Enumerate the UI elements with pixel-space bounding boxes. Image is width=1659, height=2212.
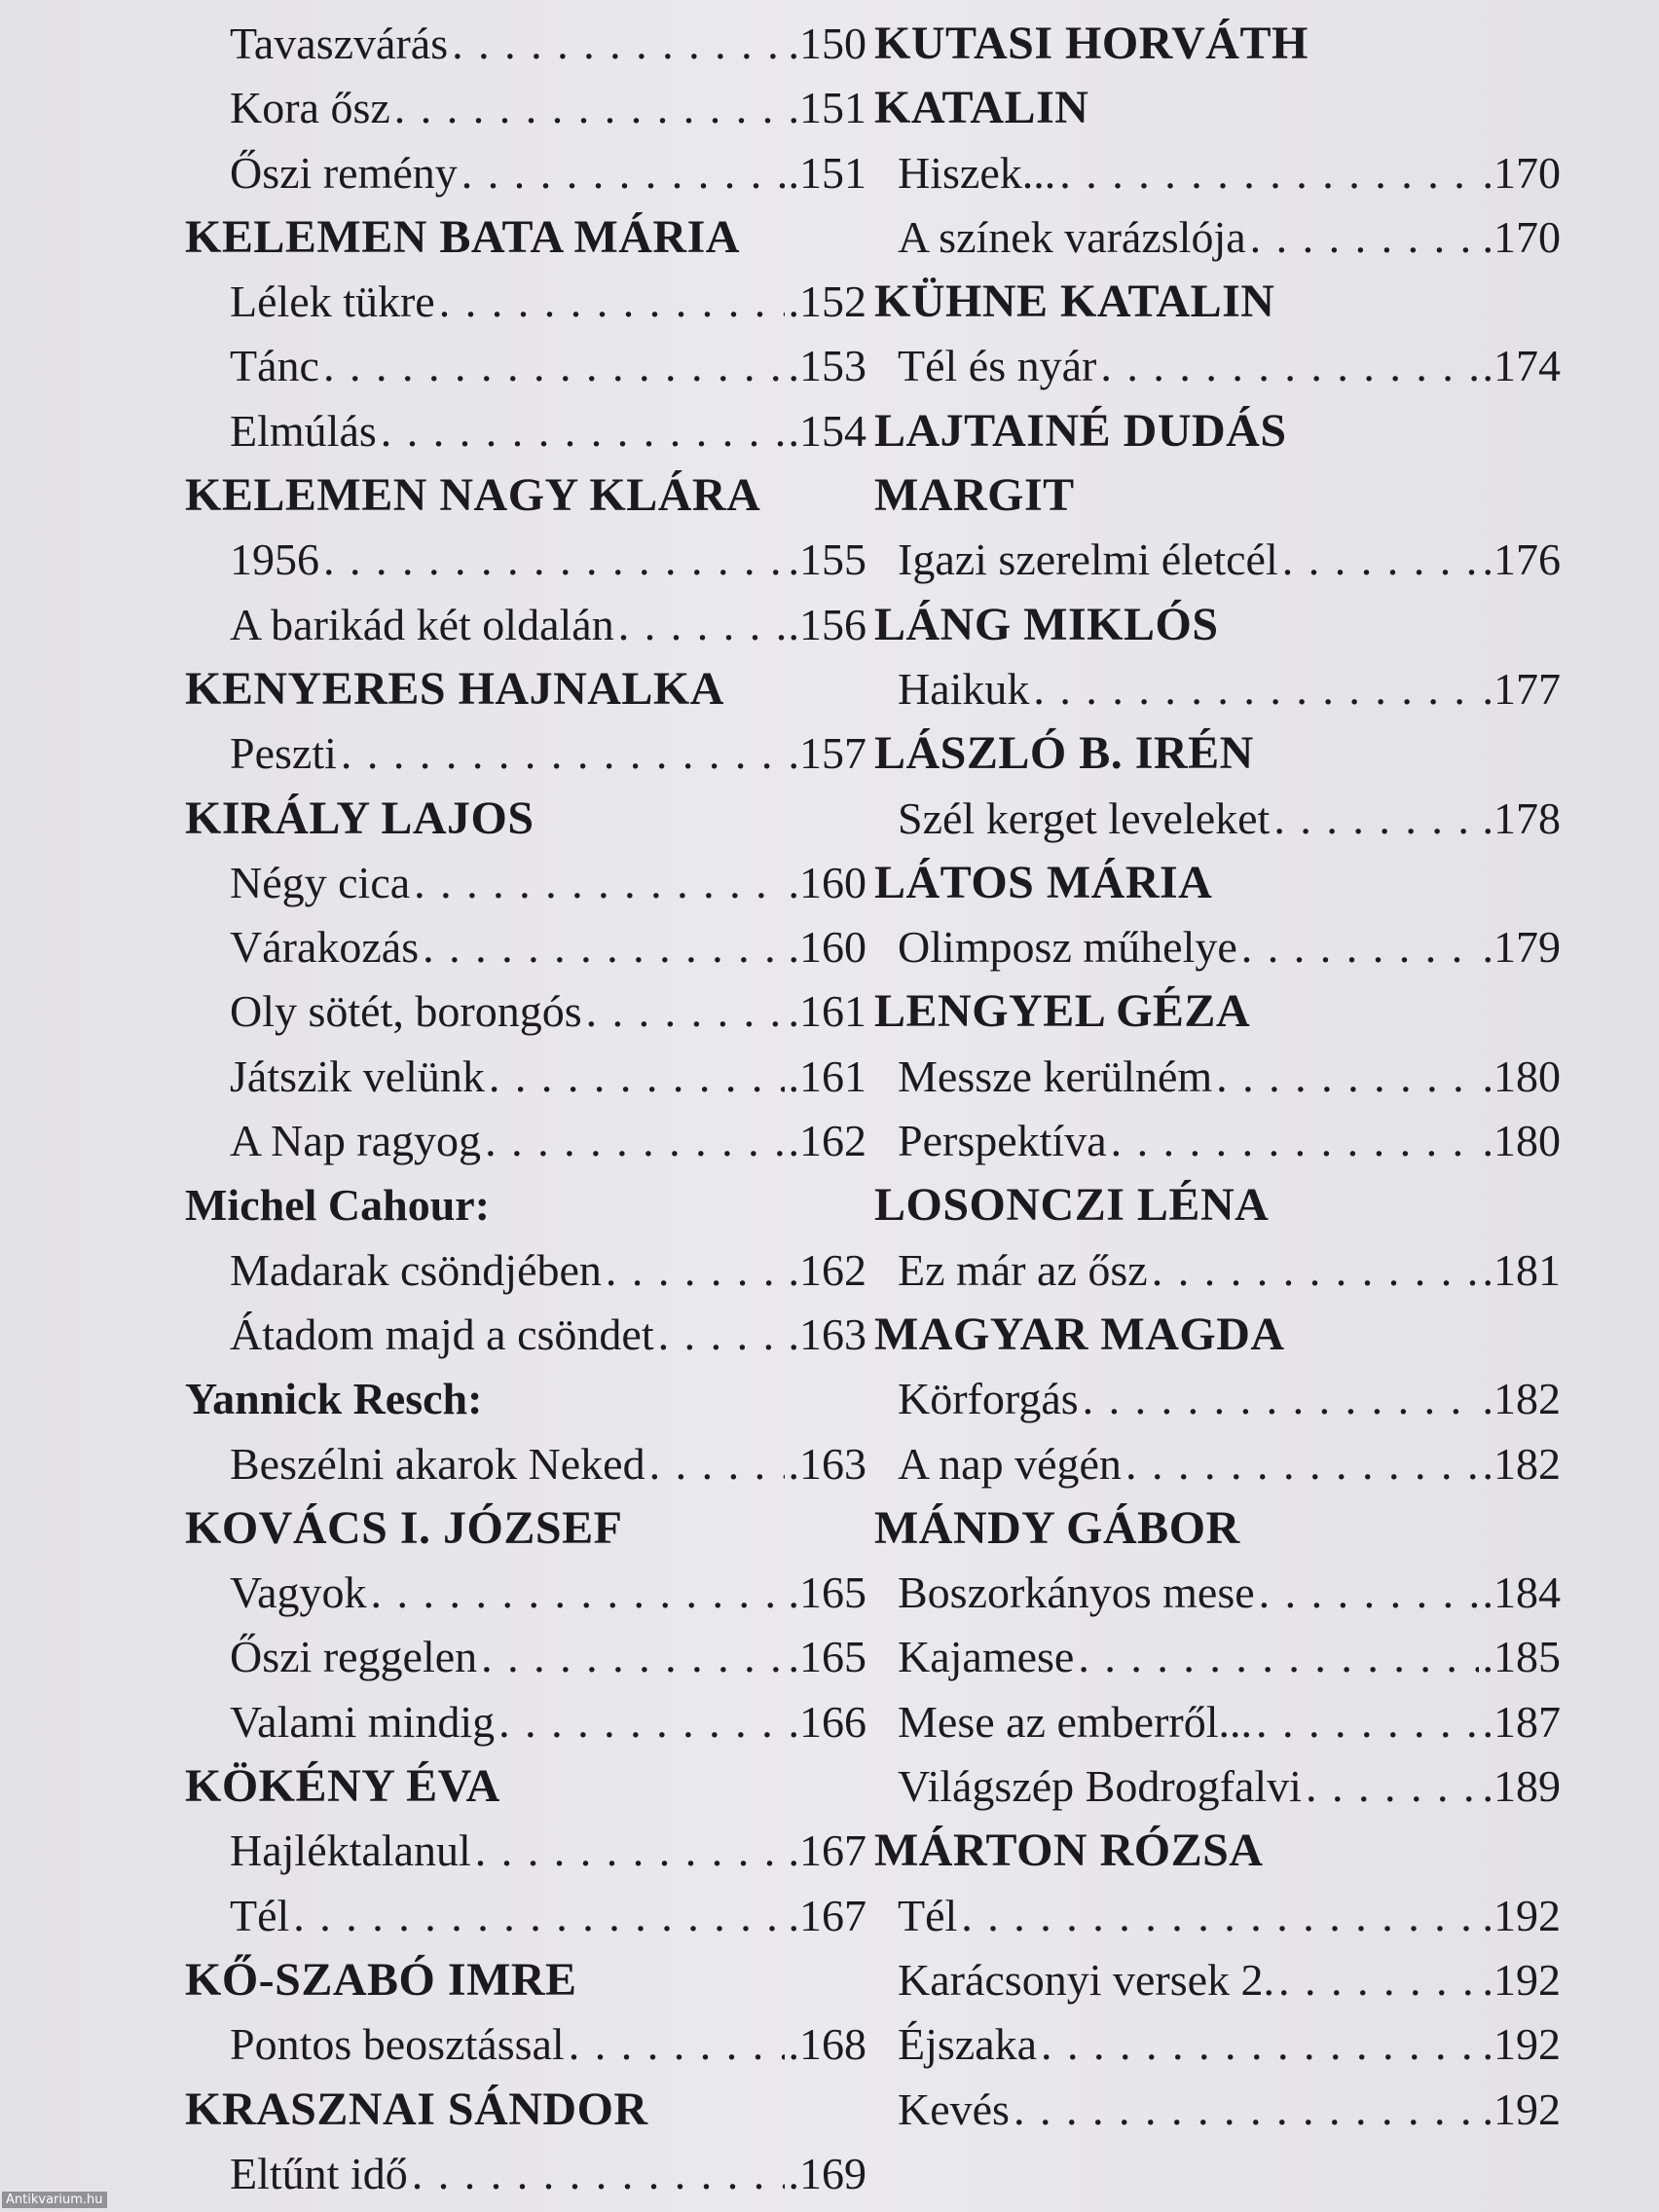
entry-title: Hajléktalanul: [230, 1825, 471, 1876]
page-number: .180: [1482, 1051, 1561, 1101]
toc-entry: [185, 1884, 866, 1948]
dot-leader: [1259, 1561, 1479, 1625]
page-number: .189: [1482, 1761, 1561, 1812]
dot-leader: [1216, 1045, 1478, 1109]
toc-entry: [185, 141, 866, 205]
dot-leader: [1078, 1625, 1478, 1689]
page-number: .151: [788, 83, 866, 133]
toc-entry: [185, 399, 866, 463]
toc-entry: [874, 1109, 1561, 1173]
dot-leader: [412, 2142, 785, 2206]
entry-title: Tél és nyár: [898, 341, 1097, 391]
dot-leader: [489, 1045, 785, 1109]
entry-title: Tél: [230, 1890, 290, 1940]
dot-leader: [1152, 1238, 1479, 1303]
entry-title: Őszi reggelen: [230, 1632, 478, 1682]
translator-heading: Yannick Resch:: [185, 1374, 483, 1424]
toc-entry: [874, 1367, 1561, 1431]
toc-entry: [185, 1238, 866, 1303]
page-number: .185: [1482, 1632, 1561, 1682]
author-heading: KUTASI HORVÁTH: [874, 18, 1309, 69]
dot-leader: [323, 334, 785, 398]
toc-entry: [874, 1045, 1561, 1109]
toc-entry: [185, 334, 866, 398]
page-number: .170: [1482, 147, 1561, 198]
toc-entry: [185, 1303, 866, 1367]
page-number: .170: [1482, 211, 1561, 262]
page-number: .150: [788, 18, 866, 68]
toc-entry: [874, 1884, 1561, 1948]
page-number: .179: [1482, 922, 1561, 973]
page-number: .192: [1482, 1954, 1561, 2005]
entry-title: Várakozás: [230, 922, 420, 973]
dot-leader: [1273, 787, 1478, 851]
author-heading: LENGYEL GÉZA: [874, 985, 1251, 1038]
toc-entry: [185, 270, 866, 334]
entry-title: Tél: [898, 1890, 958, 1940]
toc-entry: [874, 1238, 1561, 1303]
entry-title: Karácsonyi versek 2.: [898, 1954, 1275, 2005]
author-heading: KELEMEN BATA MÁRIA: [185, 210, 740, 263]
author-heading: LÁSZLÓ B. IRÉN: [874, 727, 1254, 780]
page-number: .160: [788, 857, 866, 907]
page-number: .184: [1482, 1567, 1561, 1618]
page-number: .155: [788, 535, 866, 585]
page-number: .177: [1482, 663, 1561, 714]
toc-left-column: [185, 12, 866, 2206]
entry-title: Oly sötét, borongós: [230, 986, 582, 1037]
entry-title: Kajamese: [898, 1632, 1075, 1682]
toc-entry: [185, 1432, 866, 1496]
entry-title: Madarak csöndjében: [230, 1244, 602, 1295]
page-number: .192: [1482, 2019, 1561, 2070]
page-number: .176: [1482, 535, 1561, 585]
toc-entry: [185, 851, 866, 915]
author-heading: KÖKÉNY ÉVA: [185, 1760, 500, 1813]
dot-leader: [569, 2012, 785, 2077]
dot-leader: [649, 1432, 785, 1496]
toc-entry: [185, 1690, 866, 1754]
entry-title: Kevés: [898, 2083, 1010, 2134]
dot-leader: [1033, 657, 1478, 721]
entry-title: Peszti: [230, 728, 337, 779]
author-heading: KATALIN: [874, 82, 1089, 134]
dot-leader: [475, 1819, 785, 1883]
dot-leader: [1278, 1948, 1478, 2012]
page-number: .163: [788, 1438, 866, 1489]
dot-leader: [381, 399, 785, 463]
entry-title: Szél kerget leveleket: [898, 793, 1271, 843]
dot-leader: [658, 1303, 785, 1367]
dot-leader: [371, 1561, 785, 1625]
author-heading: MAGYAR MAGDA: [874, 1308, 1285, 1360]
entry-title: 1956: [230, 535, 319, 585]
entry-title: Beszélni akarok Neked: [230, 1438, 645, 1489]
entry-title: A barikád két oldalán: [230, 599, 614, 649]
toc-entry: [185, 1561, 866, 1625]
entry-title: Olimposz műhelye: [898, 922, 1237, 973]
toc-entry: [874, 205, 1561, 270]
entry-title: Perspektíva: [898, 1116, 1107, 1166]
page-number: .154: [788, 405, 866, 456]
dot-leader: [1256, 1690, 1478, 1754]
entry-title: Elmúlás: [230, 405, 377, 456]
toc-entry: [874, 528, 1561, 592]
toc-entry: [874, 915, 1561, 979]
toc-entry: [874, 1690, 1561, 1754]
entry-title: Játszik velünk: [230, 1051, 485, 1101]
dot-leader: [341, 721, 785, 786]
dot-leader: [1282, 528, 1479, 592]
toc-entry: [874, 1561, 1561, 1625]
dot-leader: [1014, 2078, 1479, 2142]
author-heading: KIRÁLY LAJOS: [185, 792, 535, 844]
entry-title: Tánc: [230, 341, 319, 391]
dot-leader: [323, 528, 785, 592]
dot-leader: [1241, 915, 1479, 979]
entry-title: Tavaszvárás: [230, 18, 449, 68]
dot-leader: [1111, 1109, 1479, 1173]
author-heading: KELEMEN NAGY KLÁRA: [185, 469, 761, 522]
entry-title: Körforgás: [898, 1374, 1079, 1424]
toc-entry: [185, 1819, 866, 1883]
toc-entry: [874, 141, 1561, 205]
page-number: .160: [788, 922, 866, 973]
entry-title: Pontos beosztással: [230, 2019, 565, 2070]
page-number: .178: [1482, 793, 1561, 843]
entry-title: A Nap ragyog: [230, 1116, 482, 1166]
toc-entry: [185, 1109, 866, 1173]
page-number: .181: [1482, 1244, 1561, 1295]
watermark: Antikvarium.hu: [2, 2192, 107, 2208]
author-heading: MÁNDY GÁBOR: [874, 1501, 1240, 1554]
dot-leader: [1125, 1432, 1479, 1496]
toc-entry: [185, 12, 866, 76]
entry-title: Éjszaka: [898, 2019, 1038, 2070]
dot-leader: [485, 1109, 784, 1173]
page-number: .163: [788, 1309, 866, 1359]
page-number: .167: [788, 1825, 866, 1876]
page-number: .153: [788, 341, 866, 391]
toc-entry: [874, 1948, 1561, 2012]
dot-leader: [439, 270, 785, 334]
entry-title: Haikuk: [898, 663, 1030, 714]
toc-entry: [185, 721, 866, 786]
entry-title: Igazi szerelmi életcél: [898, 535, 1278, 585]
entry-title: Őszi remény: [230, 147, 458, 198]
dot-leader: [586, 979, 785, 1044]
entry-title: Boszorkányos mese: [898, 1567, 1255, 1618]
toc-entry: [874, 1754, 1561, 1819]
entry-title: Eltűnt idő: [230, 2148, 408, 2198]
entry-title: Világszép Bodrogfalvi: [898, 1761, 1302, 1812]
toc-entry: [185, 76, 866, 140]
page-number: .165: [788, 1632, 866, 1682]
page-number: .162: [788, 1244, 866, 1295]
page-number: .161: [788, 1051, 866, 1101]
dot-leader: [961, 1884, 1478, 1948]
page-number: .167: [788, 1890, 866, 1940]
author-heading: MARGIT: [874, 469, 1075, 522]
dot-leader: [293, 1884, 784, 1948]
toc-entry: [185, 979, 866, 1044]
page-number: .156: [788, 599, 866, 649]
entry-title: Valami mindig: [230, 1696, 496, 1747]
toc-entry: [874, 2078, 1561, 2142]
dot-leader: [394, 76, 785, 140]
entry-title: Lélek tükre: [230, 276, 435, 327]
toc-entry: [185, 2012, 866, 2077]
toc-entry: [874, 1625, 1561, 1689]
entry-title: Hiszek...: [898, 147, 1056, 198]
author-heading: LAJTAINÉ DUDÁS: [874, 404, 1287, 457]
page-number: .161: [788, 986, 866, 1037]
author-heading: MÁRTON RÓZSA: [874, 1825, 1264, 1877]
entry-title: A színek varázslója: [898, 211, 1246, 262]
toc-entry: [874, 787, 1561, 851]
page-number: .192: [1482, 1890, 1561, 1940]
dot-leader: [1100, 334, 1478, 398]
dot-leader: [498, 1690, 784, 1754]
entry-title: Átadom majd a csöndet: [230, 1309, 654, 1359]
dot-leader: [461, 141, 785, 205]
entry-title: Mese az emberről...: [898, 1696, 1253, 1747]
toc-entry: [185, 1625, 866, 1689]
dot-leader: [606, 1238, 785, 1303]
page-number: .157: [788, 728, 866, 779]
dot-leader: [481, 1625, 784, 1689]
toc-entry: [874, 2012, 1561, 2077]
page-number: .187: [1482, 1696, 1561, 1747]
dot-leader: [1059, 141, 1478, 205]
entry-title: Vagyok: [230, 1567, 367, 1618]
author-heading: KÜHNE KATALIN: [874, 276, 1275, 328]
entry-title: Kora ősz: [230, 83, 390, 133]
author-heading: LÁTOS MÁRIA: [874, 856, 1213, 908]
author-heading: KOVÁCS I. JÓZSEF: [185, 1501, 623, 1554]
author-heading: KENYERES HAJNALKA: [185, 662, 724, 715]
dot-leader: [1250, 205, 1479, 270]
page-number: .165: [788, 1567, 866, 1618]
author-heading: LOSONCZI LÉNA: [874, 1179, 1270, 1232]
page-number: .162: [788, 1116, 866, 1166]
page-number: .174: [1482, 341, 1561, 391]
dot-leader: [618, 593, 785, 657]
dot-leader: [423, 915, 784, 979]
toc-entry: [185, 915, 866, 979]
toc-right-column: [874, 12, 1561, 2142]
author-heading: KŐ-SZABÓ IMRE: [185, 1953, 577, 2006]
toc-entry: [874, 657, 1561, 721]
page-number: .166: [788, 1696, 866, 1747]
entry-title: A nap végén: [898, 1438, 1122, 1489]
page-number: .182: [1482, 1374, 1561, 1424]
dot-leader: [1306, 1754, 1479, 1819]
entry-title: Ez már az ősz: [898, 1244, 1148, 1295]
page-number: .180: [1482, 1116, 1561, 1166]
page-number: .152: [788, 276, 866, 327]
page-number: .169: [788, 2148, 866, 2198]
page-number: .192: [1482, 2083, 1561, 2134]
dot-leader: [452, 12, 784, 76]
entry-title: Négy cica: [230, 857, 411, 907]
dot-leader: [1041, 2012, 1478, 2077]
entry-title: Messze kerülném: [898, 1051, 1213, 1101]
toc-entry: [874, 334, 1561, 398]
toc-entry: [185, 593, 866, 657]
dot-leader: [414, 851, 784, 915]
page-number: .182: [1482, 1438, 1561, 1489]
author-heading: LÁNG MIKLÓS: [874, 598, 1219, 650]
translator-heading: Michel Cahour:: [185, 1180, 491, 1231]
page-number: .168: [788, 2019, 866, 2070]
toc-entry: [874, 1432, 1561, 1496]
page-number: .151: [788, 147, 866, 198]
toc-entry: [185, 2142, 866, 2206]
dot-leader: [1083, 1367, 1479, 1431]
author-heading: KRASZNAI SÁNDOR: [185, 2083, 648, 2135]
toc-entry: [185, 1045, 866, 1109]
toc-entry: [185, 528, 866, 592]
